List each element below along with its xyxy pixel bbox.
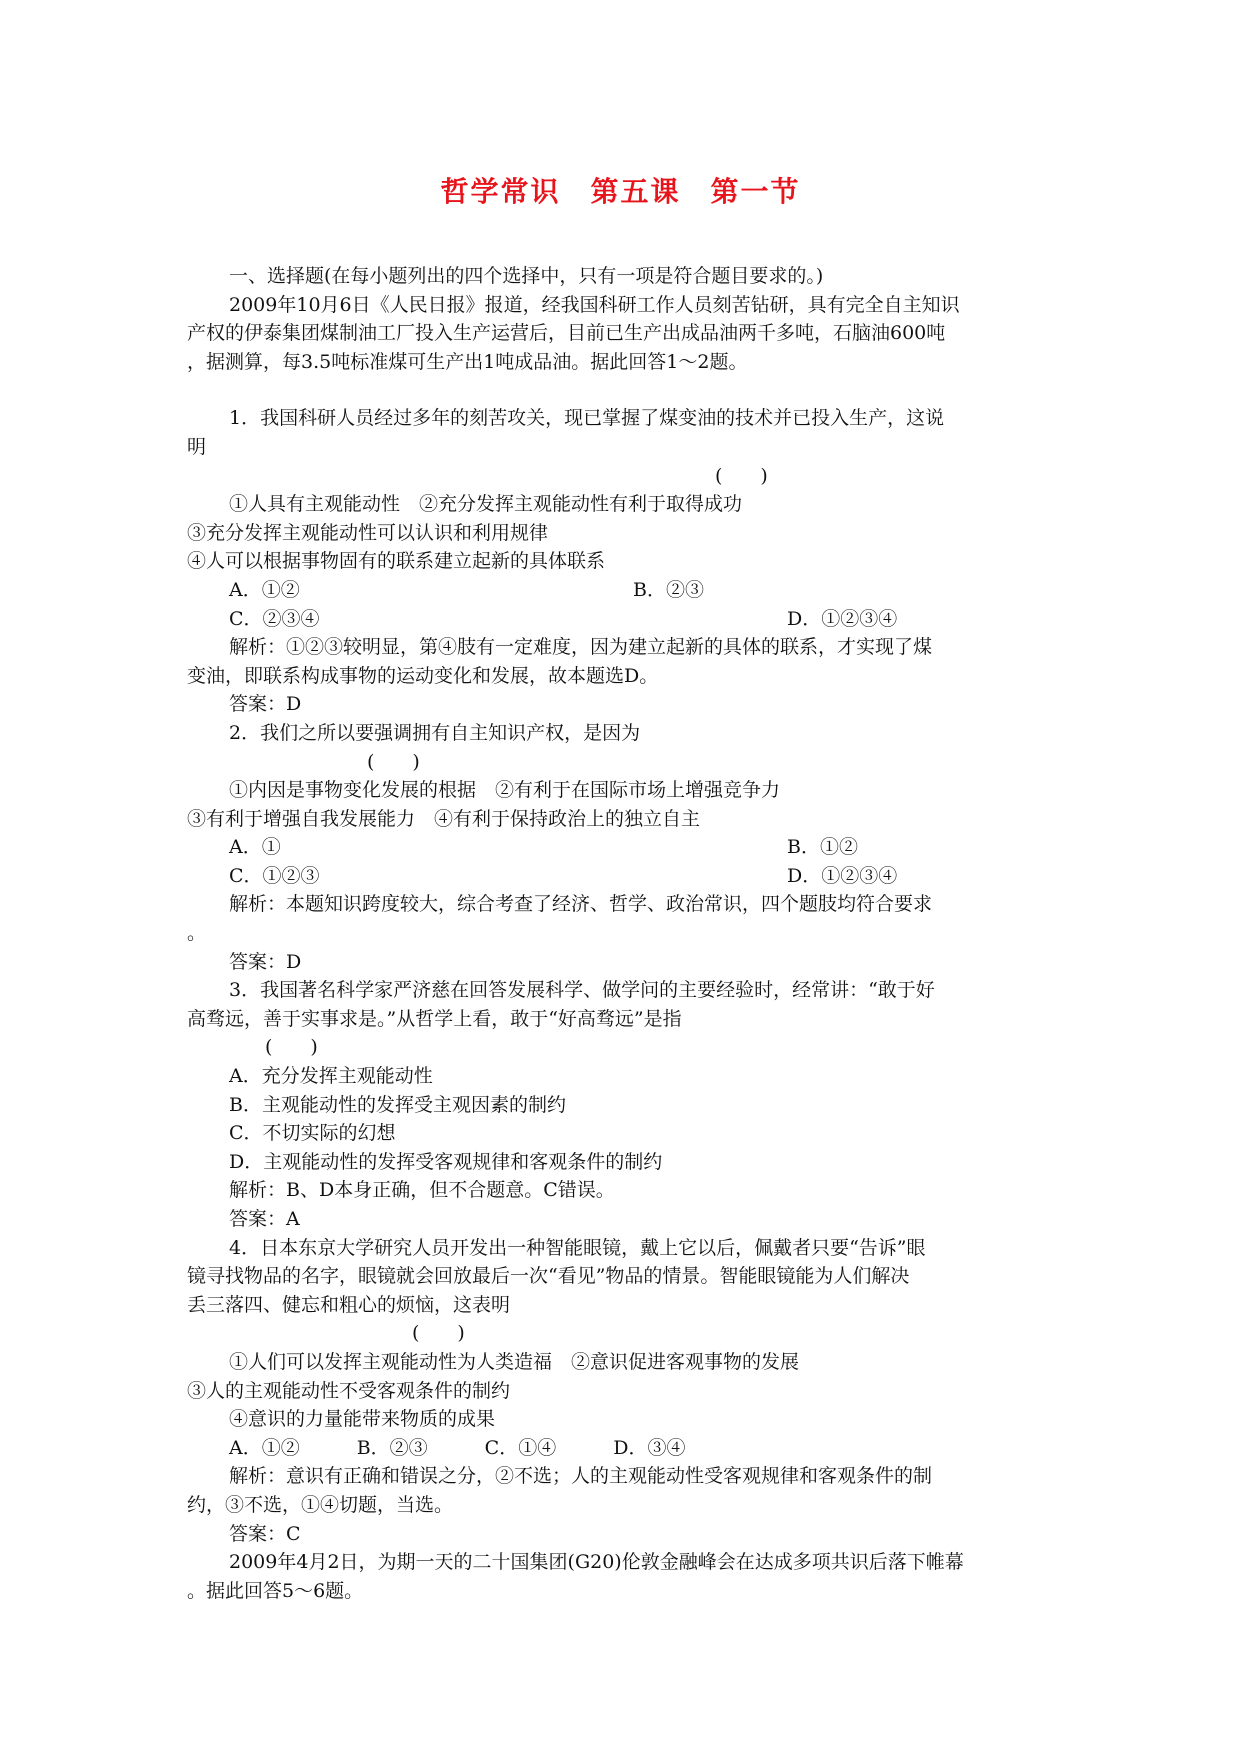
option-a: A．①② xyxy=(229,578,300,601)
document-body xyxy=(187,262,1057,1605)
analysis-text: 变油，即联系构成事物的运动变化和发展，故本题选D。 xyxy=(187,664,659,687)
statement-line: ④人可以根据事物固有的联系建立起新的具体联系 xyxy=(187,550,606,573)
analysis-text: 约，③不选，①④切题，当选。 xyxy=(187,1493,454,1516)
analysis-text: 。 xyxy=(187,922,207,945)
material-paragraph: 2009年10月6日《人民日报》报道，经我国科研工作人员刻苦钻研，具有完全自主知识 xyxy=(229,293,960,316)
option-a: A．充分发挥主观能动性 xyxy=(229,1065,433,1088)
answer-text: 答案：D xyxy=(229,950,302,973)
statement-line: ③充分发挥主观能动性可以认识和利用规律 xyxy=(187,521,549,544)
option-b: B．主观能动性的发挥受主观因素的制约 xyxy=(229,1093,566,1116)
analysis-text: 解析：意识有正确和错误之分，②不选；人的主观能动性受客观规律和客观条件的制 xyxy=(229,1465,933,1488)
blank-line xyxy=(187,376,1057,404)
answer-blank: ( ) xyxy=(412,1322,465,1345)
statement-line: ①内因是事物变化发展的根据 ②有利于在国际市场上增强竞争力 xyxy=(229,779,781,802)
question-stem: 1．我国科研人员经过多年的刻苦攻关，现已掌握了煤变油的技术并已投入生产，这说 xyxy=(229,407,945,430)
answer-blank: ( ) xyxy=(367,750,420,773)
statement-line: ④意识的力量能带来物质的成果 xyxy=(229,1408,496,1431)
statement-line: ③人的主观能动性不受客观条件的制约 xyxy=(187,1379,511,1402)
section-heading: 一、选择题(在每小题列出的四个选择中，只有一项是符合题目要求的。) xyxy=(229,265,824,287)
question-stem: 高骛远，善于实事求是。”从哲学上看，敢于“好高骛远”是指 xyxy=(187,1007,682,1030)
material-paragraph: 2009年4月2日，为期一天的二十国集团(G20)伦敦金融峰会在达成多项共识后落下帷幕 xyxy=(229,1551,964,1574)
option-d: D．①②③④ xyxy=(787,607,898,630)
page-title: 哲学常识 第五课 第一节 xyxy=(440,175,801,208)
options-row xyxy=(187,605,1057,634)
option-c: C．②③④ xyxy=(229,607,320,630)
options-row xyxy=(187,833,1057,862)
option-b: B．①② xyxy=(787,836,858,859)
question-stem: 明 xyxy=(187,435,207,458)
analysis-text: 解析：B、D本身正确，但不合题意。C错误。 xyxy=(229,1179,615,1202)
option-a: A．① xyxy=(229,836,281,859)
statement-line: ③有利于增强自我发展能力 ④有利于保持政治上的独立自主 xyxy=(187,807,701,830)
analysis-text: 解析：本题知识跨度较大，综合考查了经济、哲学、政治常识，四个题肢均符合要求 xyxy=(229,893,933,916)
answer-blank: ( ) xyxy=(715,464,768,487)
option-b: B．②③ xyxy=(633,578,704,601)
options-row xyxy=(187,576,1057,605)
answer-text: 答案：C xyxy=(229,1522,301,1545)
question-stem: 镜寻找物品的名字，眼镜就会回放最后一次“看见”物品的情景。智能眼镜能为人们解决 xyxy=(187,1265,910,1288)
answer-text: 答案：D xyxy=(229,693,302,716)
material-paragraph: 产权的伊泰集团煤制油工厂投入生产运营后，目前已生产出成品油两千多吨，石脑油600吨 xyxy=(187,322,946,345)
option-c: C．①②③ xyxy=(229,864,320,887)
answer-text: 答案：A xyxy=(229,1208,300,1230)
option-d: D．主观能动性的发挥受客观规律和客观条件的制约 xyxy=(229,1150,663,1173)
answer-blank: ( ) xyxy=(265,1036,318,1059)
material-paragraph: ，据测算，每3.5吨标准煤可生产出1吨成品油。据此回答1～2题。 xyxy=(187,350,748,373)
option-c: C．不切实际的幻想 xyxy=(229,1122,396,1145)
statement-line: ①人们可以发挥主观能动性为人类造福 ②意识促进客观事物的发展 xyxy=(229,1350,800,1373)
material-paragraph: 。据此回答5～6题。 xyxy=(187,1579,364,1602)
question-stem: 4．日本东京大学研究人员开发出一种智能眼镜，戴上它以后，佩戴者只要“告诉”眼 xyxy=(229,1236,926,1259)
statement-line: ①人具有主观能动性 ②充分发挥主观能动性有利于取得成功 xyxy=(229,493,743,516)
option-d: D．①②③④ xyxy=(787,864,898,887)
options-row xyxy=(187,862,1057,891)
question-stem: 2．我们之所以要强调拥有自主知识产权，是因为 xyxy=(229,721,641,744)
question-stem: 丢三落四、健忘和粗心的烦恼，这表明 xyxy=(187,1293,511,1316)
question-stem: 3．我国著名科学家严济慈在回答发展科学、做学问的主要经验时，经常讲：“敢于好 xyxy=(229,979,935,1002)
options-row: A．①② B．②③ C．①④ D．③④ xyxy=(229,1436,686,1459)
analysis-text: 解析：①②③较明显，第④肢有一定难度，因为建立起新的具体的联系，才实现了煤 xyxy=(229,636,933,659)
